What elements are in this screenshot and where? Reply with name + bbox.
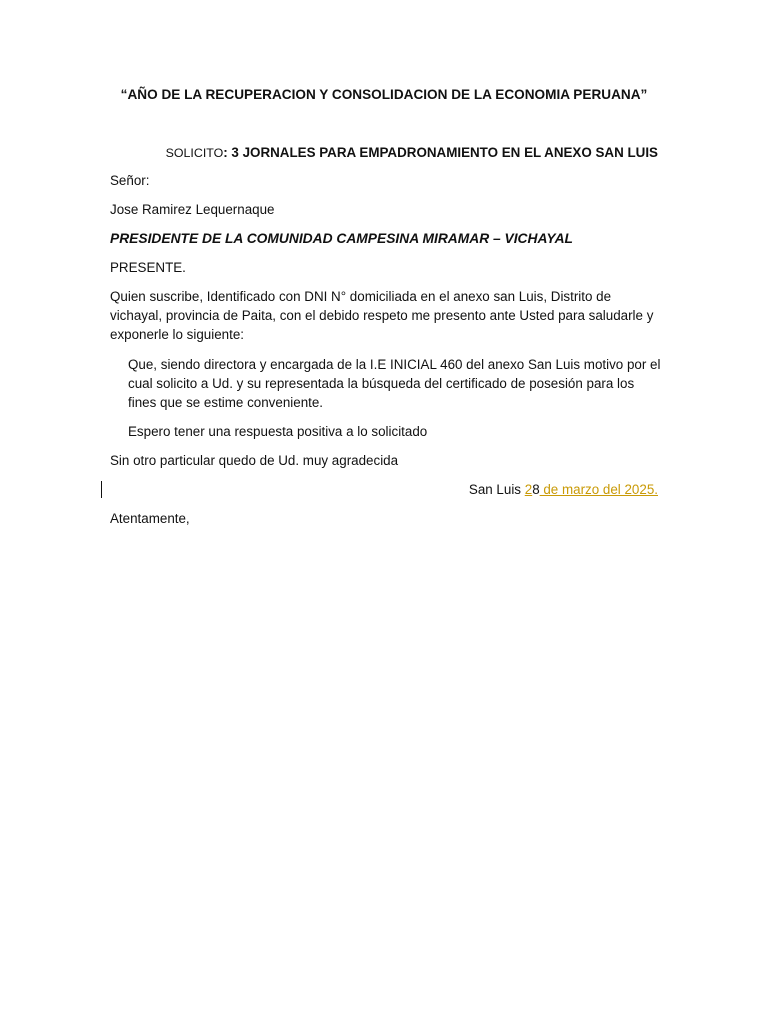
date-day-tracked-change: 2 <box>524 482 533 497</box>
signoff: Atentamente, <box>110 511 190 526</box>
text-cursor <box>101 481 102 498</box>
presente-line: PRESENTE. <box>110 260 186 275</box>
recipient-name: Jose Ramirez Lequernaque <box>110 202 275 217</box>
date-month-year-tracked-change: de marzo del 2025. <box>539 482 658 497</box>
solicito-text: : 3 JORNALES PARA EMPADRONAMIENTO EN EL ANEXO SAN LUIS <box>223 145 658 160</box>
body-paragraph: Que, siendo directora y encargada de la I.E INICIAL 460 del anexo San Luis motivo por el cual solicito a Ud. y su representada la búsqueda del certificado de posesión para los fines que se estime conveniente. <box>128 357 661 410</box>
date-place: San Luis <box>468 482 525 497</box>
solicito-line <box>166 143 658 163</box>
date-day: 8 <box>532 482 540 497</box>
recipient-title: PRESIDENTE DE LA COMUNIDAD CAMPESINA MIRAMAR – VICHAYAL <box>110 231 573 246</box>
closing-line: Sin otro particular quedo de Ud. muy agradecida <box>110 453 399 468</box>
intro-paragraph: Quien suscribe, Identificado con DNI N° domiciliada en el anexo san Luis, Distrito de vichayal, provincia de Paita, con el debido respeto me presento ante Usted para saludarle y exponerle lo siguiente: <box>110 289 654 342</box>
salutation: Señor: <box>110 173 150 188</box>
date-line <box>469 480 658 499</box>
hope-line: Espero tener una respuesta positiva a lo solicitado <box>128 424 428 439</box>
document-title: “AÑO DE LA RECUPERACION Y CONSOLIDACION DE LA ECONOMIA PERUANA” <box>120 87 648 102</box>
solicito-label: SOLICITO <box>165 146 224 160</box>
